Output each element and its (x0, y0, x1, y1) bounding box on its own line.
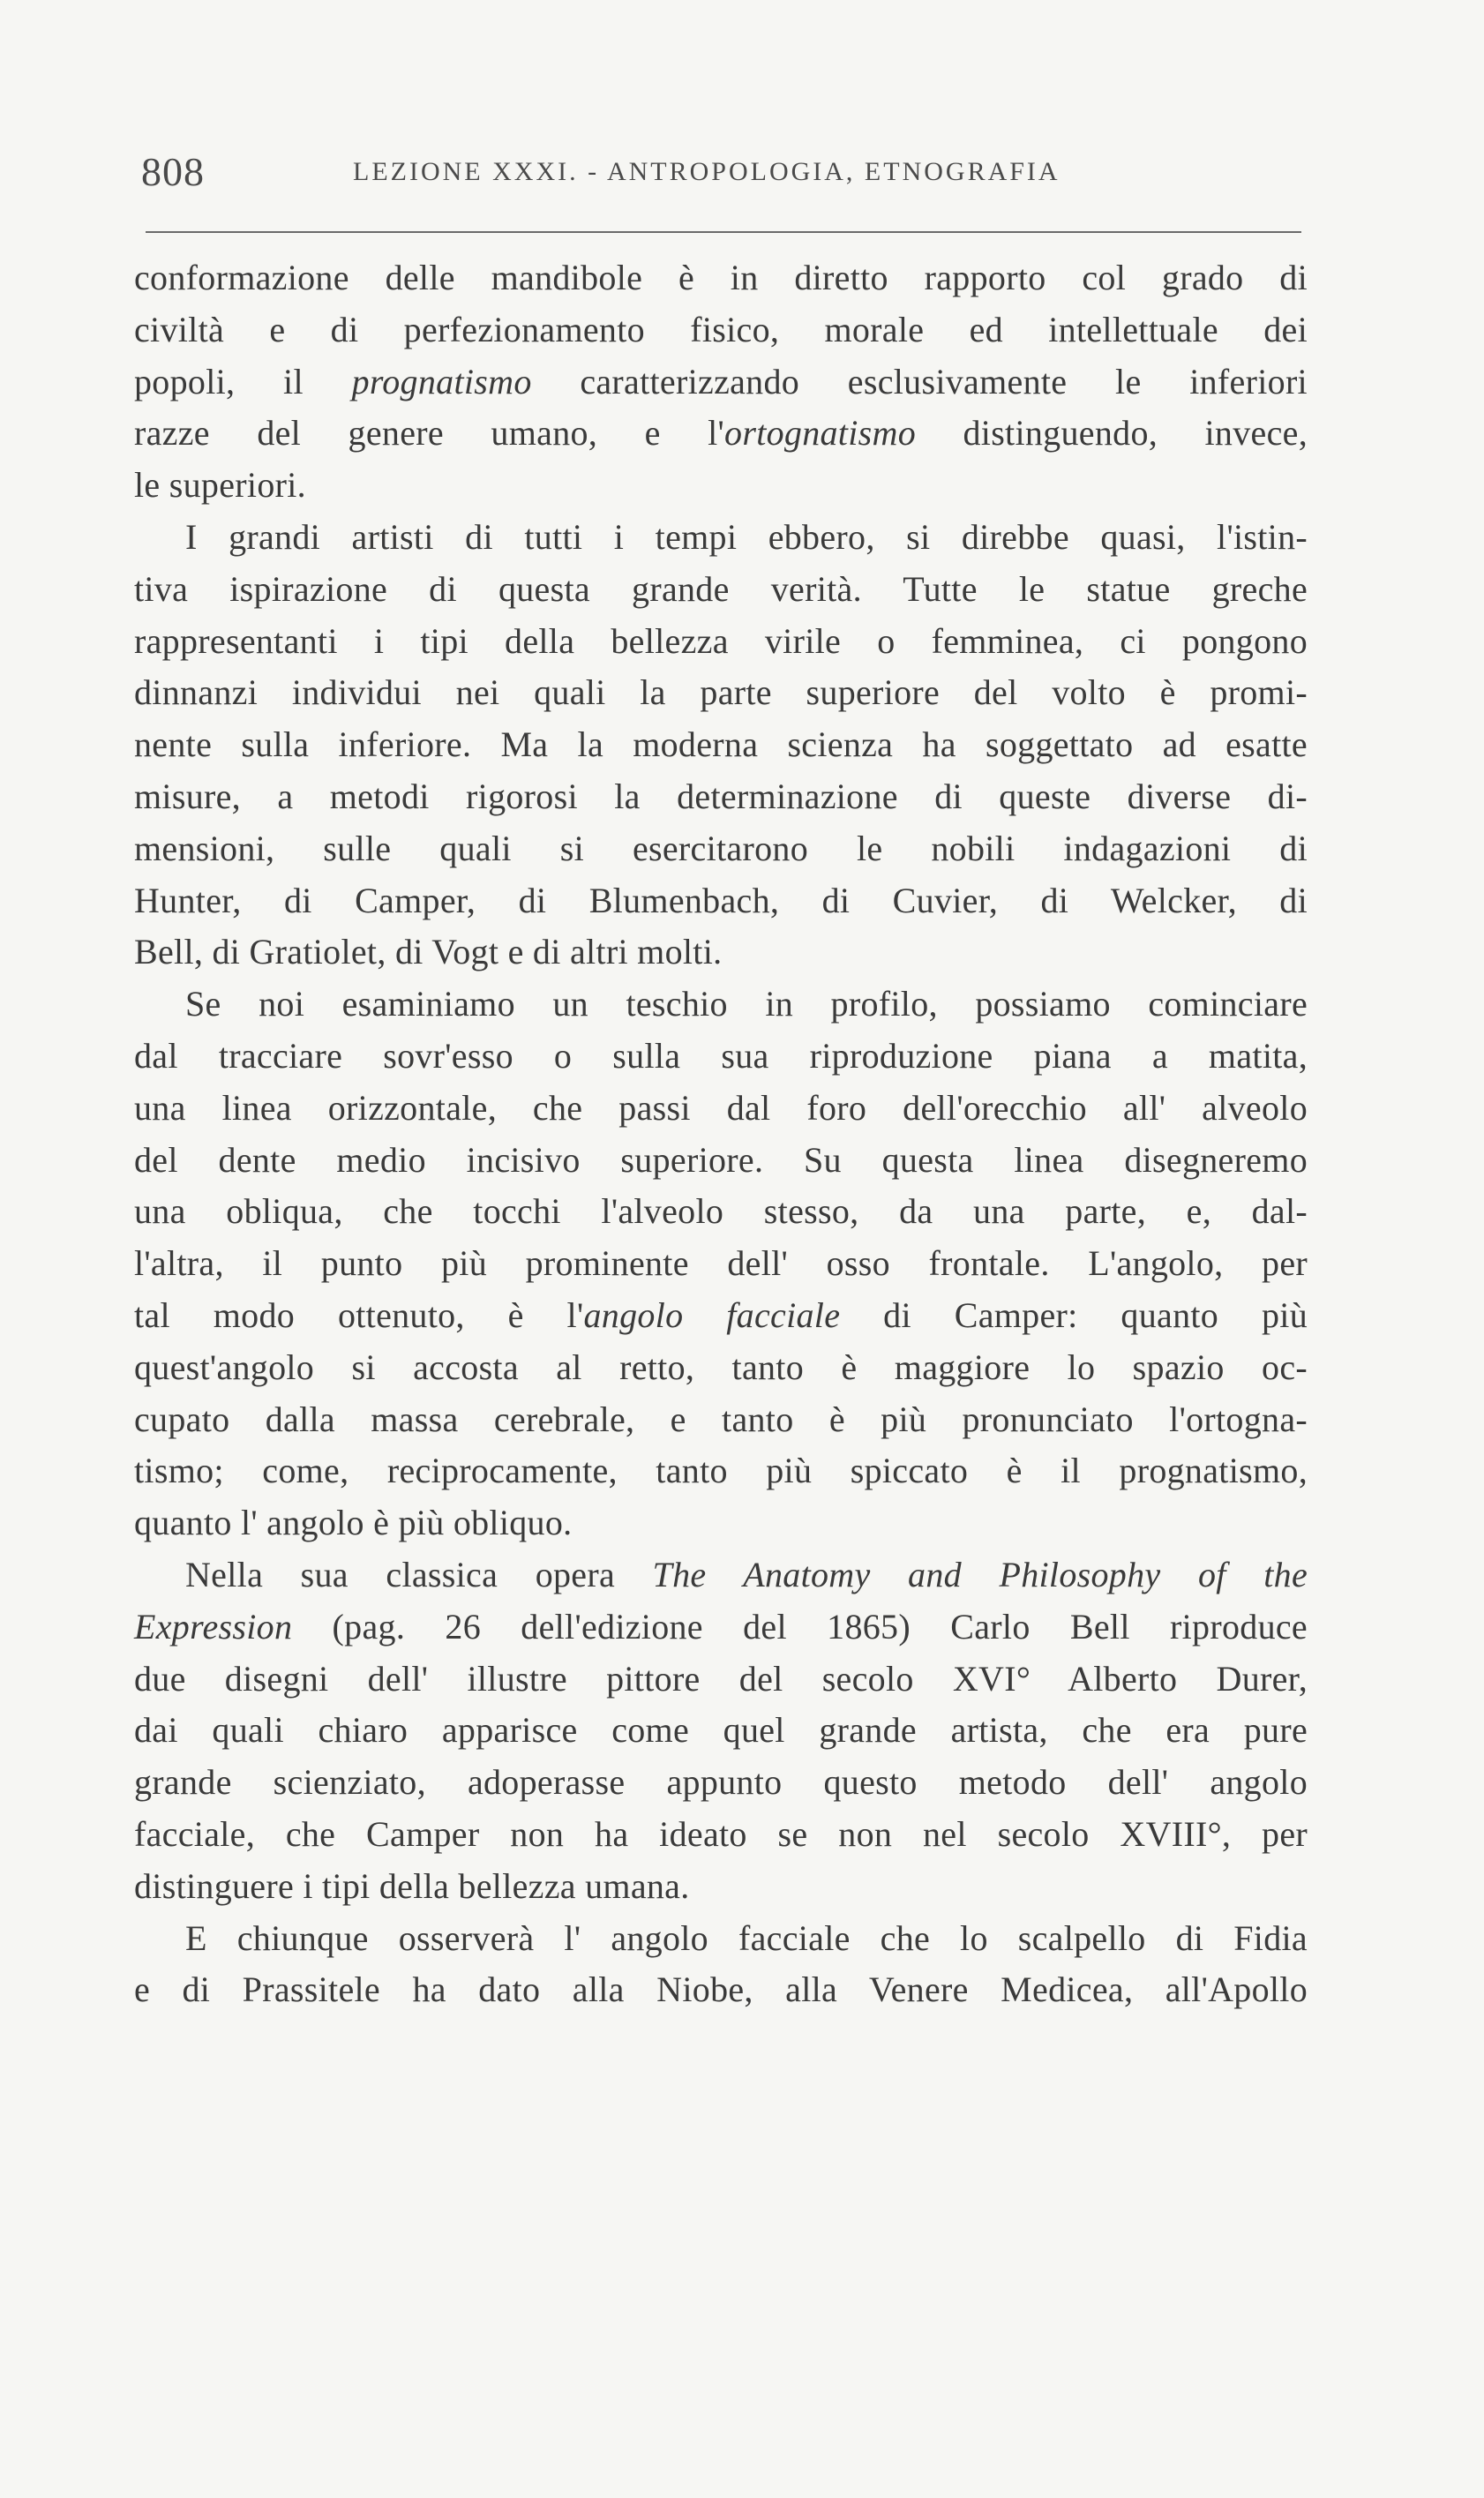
text-line (134, 1135, 1308, 1187)
text-line (134, 1913, 1308, 1965)
text-segment: Se noi esaminiamo un teschio in profilo, possiamo cominciare (185, 984, 1308, 1024)
text-segment: conformazione delle mandibole è in diretto rapporto col grado di (134, 258, 1308, 297)
text-segment: nente sulla inferiore. Ma la moderna scienza ha soggettato ad esatte (134, 724, 1308, 765)
text-line (134, 719, 1308, 771)
text-segment: distinguere i tipi della bellezza umana. (134, 1865, 690, 1906)
text-line (134, 304, 1308, 356)
text-segment: una obliqua, che tocchi l'alveolo stesso, da una parte, e, dal- (134, 1191, 1308, 1232)
text-line (134, 1031, 1308, 1083)
text-segment: dai quali chiaro apparisce come quel grande artista, che era pure (134, 1710, 1308, 1751)
text-segment: Nella sua classica opera (185, 1554, 653, 1594)
text-segment: rappresentanti i tipi della bellezza virile o femminea, ci pongono (134, 620, 1308, 661)
text-segment: (pag. 26 dell'edizione del 1865) Carlo Bell riproduce (292, 1606, 1308, 1647)
text-segment: del dente medio incisivo superiore. Su questa linea disegneremo (134, 1139, 1308, 1180)
text-line (134, 926, 1308, 979)
text-line (134, 875, 1308, 927)
text-segment: Hunter, di Camper, di Blumenbach, di Cuvier, di Welcker, di (134, 880, 1308, 920)
text-line (134, 979, 1308, 1031)
text-line (134, 1654, 1308, 1706)
text-segment: due disegni dell' illustre pittore del secolo XVI° Alberto Durer, (134, 1658, 1308, 1699)
text-segment: cupato dalla massa cerebrale, e tanto è più pronunciato l'ortogna- (134, 1399, 1308, 1439)
text-segment: misure, a metodi rigorosi la determinazione di queste diverse di- (134, 776, 1308, 816)
text-segment: facciale, che Camper non ha ideato se non nel secolo XVIII°, per (134, 1813, 1308, 1854)
text-segment: caratterizzando esclusivamente le inferiori (531, 361, 1308, 401)
text-line (134, 1083, 1308, 1135)
italic-text: prognatismo (351, 361, 532, 401)
text-segment: di Camper: quanto più (840, 1294, 1308, 1335)
text-segment: I grandi artisti di tutti i tempi ebbero, si direbbe quasi, l'istin- (185, 516, 1308, 557)
text-line (134, 1757, 1308, 1809)
text-line (134, 512, 1308, 564)
header-rule (146, 231, 1301, 233)
text-line (134, 616, 1308, 668)
text-line (134, 1964, 1308, 2016)
text-line (134, 1861, 1308, 1913)
text-line (134, 1186, 1308, 1238)
text-line (134, 460, 1308, 512)
text-segment: quanto l' angolo è più obliquo. (134, 1503, 573, 1543)
text-line (134, 564, 1308, 616)
text-line (134, 1809, 1308, 1861)
text-segment: dal tracciare sovr'esso o sulla sua riproduzione piana a matita, (134, 1035, 1308, 1076)
italic-text: Expression (134, 1606, 293, 1647)
text-segment: tismo; come, reciprocamente, tanto più spiccato è il prognatismo, (134, 1451, 1308, 1491)
italic-text: ortognatismo (724, 413, 916, 454)
italic-text: angolo facciale (583, 1294, 841, 1335)
text-line (134, 1290, 1308, 1342)
text-line (134, 771, 1308, 823)
text-segment: popoli, il (134, 361, 352, 401)
text-segment: distinguendo, invece, (916, 413, 1308, 454)
page-header (141, 148, 1306, 201)
text-segment: tiva ispirazione di questa grande verità. Tutte le statue greche (134, 568, 1308, 609)
text-line (134, 1497, 1308, 1549)
text-line (134, 1549, 1308, 1602)
text-segment: razze del genere umano, e l' (134, 413, 725, 454)
text-line (134, 1445, 1308, 1497)
text-line (134, 408, 1308, 460)
text-segment: E chiunque osserverà l' angolo facciale che lo scalpello di Fidia (185, 1917, 1308, 1958)
text-segment: grande scienziato, adoperasse appunto questo metodo dell' angolo (134, 1762, 1308, 1803)
text-segment: l'altra, il punto più prominente dell' osso frontale. L'angolo, per (134, 1243, 1308, 1284)
text-segment: tal modo ottenuto, è l' (134, 1294, 584, 1335)
text-segment: le superiori. (134, 465, 306, 506)
text-segment: dinnanzi individui nei quali la parte superiore del volto è promi- (134, 672, 1308, 713)
text-segment: quest'angolo si accosta al retto, tanto è maggiore lo spazio oc- (134, 1347, 1308, 1387)
text-line (134, 1342, 1308, 1394)
body-text (134, 252, 1308, 2016)
text-segment: Bell, di Gratiolet, di Vogt e di altri molti. (134, 932, 723, 972)
text-segment: e di Prassitele ha dato alla Niobe, alla Venere Medicea, all'Apollo (134, 1969, 1308, 2010)
page-number: 808 (141, 149, 205, 194)
text-line (134, 1394, 1308, 1446)
text-segment: una linea orizzontale, che passi dal foro dell'orecchio all' alveolo (134, 1087, 1308, 1128)
text-line (134, 823, 1308, 875)
text-line (134, 356, 1308, 409)
running-head: LEZIONE XXXI. - ANTROPOLOGIA, ETNOGRAFIA (353, 157, 1061, 186)
text-line (134, 1705, 1308, 1757)
text-segment: civiltà e di perfezionamento fisico, morale ed intellettuale dei (134, 309, 1308, 349)
text-line (134, 1238, 1308, 1290)
text-line (134, 667, 1308, 719)
italic-text: The Anatomy and Philosophy of the (652, 1554, 1308, 1594)
text-line (134, 252, 1308, 304)
text-segment: mensioni, sulle quali si esercitarono le nobili indagazioni di (134, 828, 1308, 868)
text-line (134, 1602, 1308, 1654)
